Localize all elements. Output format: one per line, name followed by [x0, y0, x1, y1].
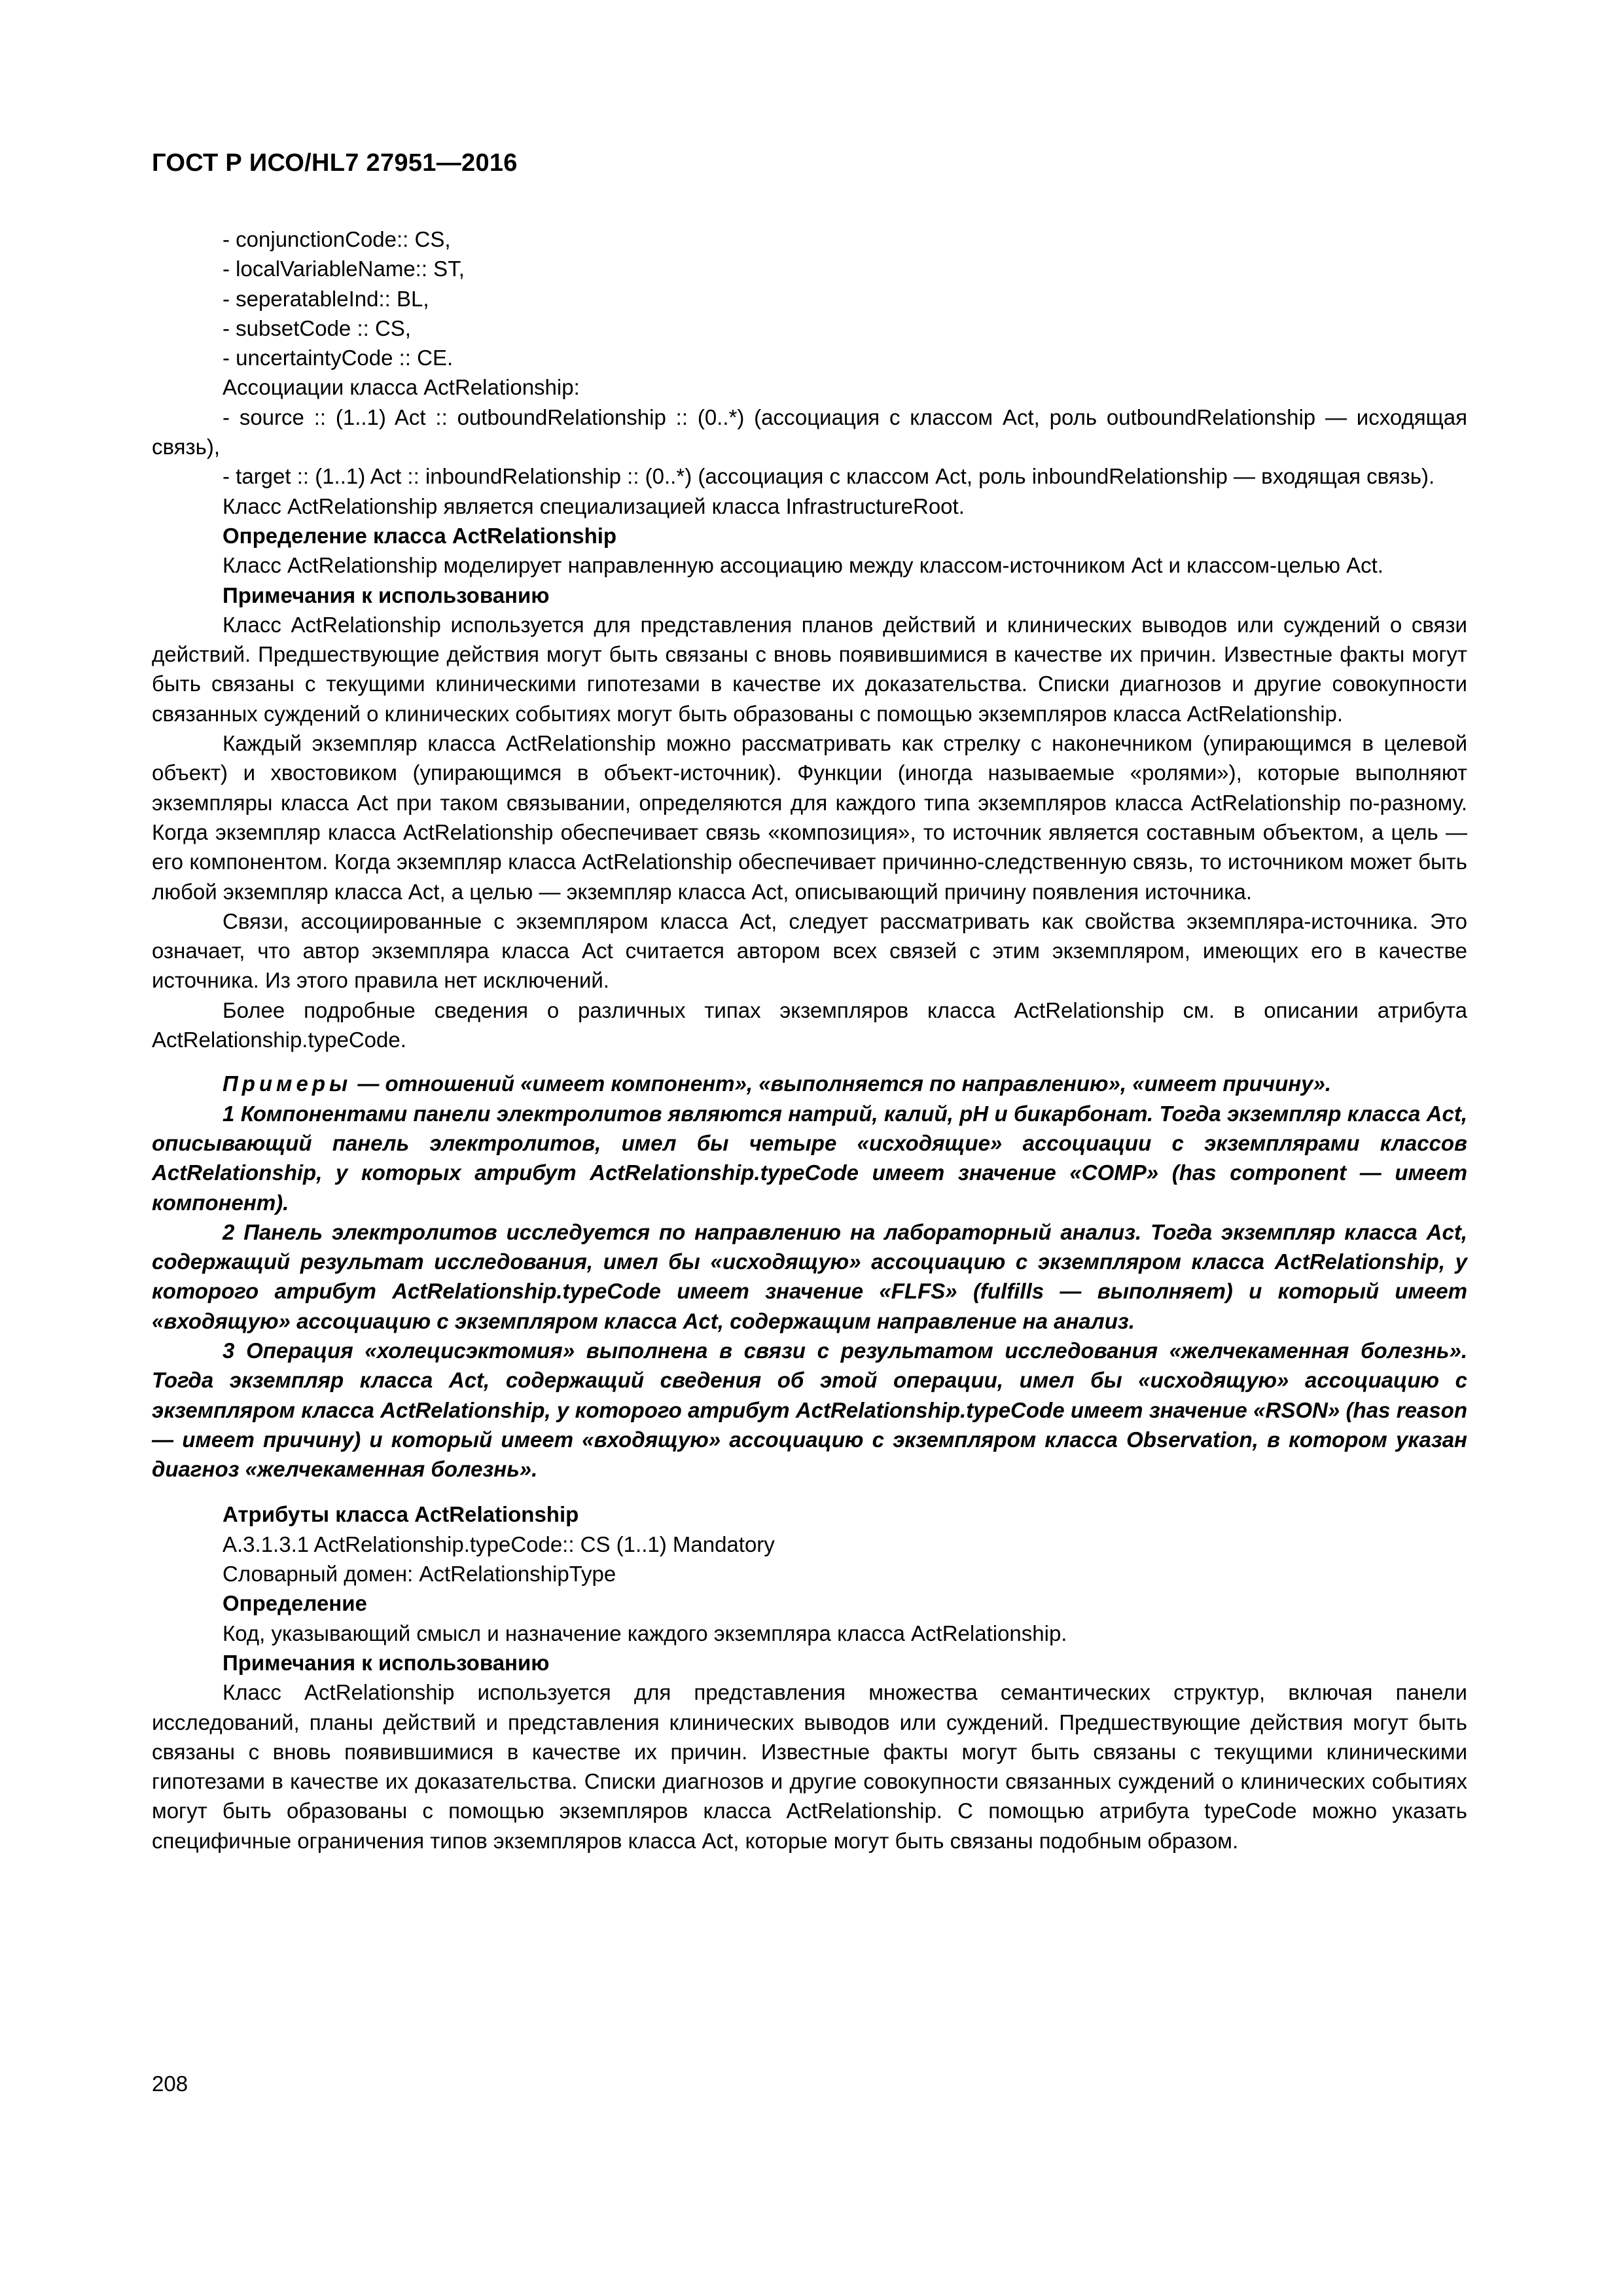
attribute-list-item: - subsetCode :: CS, — [223, 315, 411, 340]
attribute-list-item: - conjunctionCode:: CS, — [223, 227, 451, 251]
definition-text: Класс ActRelationship моделирует направленную ассоциацию между классом-источником Act и классом-целью Act. — [223, 553, 1383, 578]
example-item: 2 Панель электролитов исследуется по направлению на лабораторный анализ. Тогда экземпляр класса Act, содержащий результат исследования, имел бы «исходящую» ассоциацию с экземпляром класса ActRelationship, у которого атрибут ActRelationship.typeCode имеет значение «FLFS» (fulfills — выполняет) и который имеет «входящую» ассоциацию с экземпляром класса Act, содержащим направление на анализ. — [152, 1219, 1467, 1333]
attr-definition-heading: Определение — [223, 1591, 367, 1616]
class-attributes-heading: Атрибуты класса ActRelationship — [223, 1502, 579, 1527]
associations-heading: Ассоциации класса ActRelationship: — [223, 375, 580, 400]
examples-label: Примеры — [223, 1071, 352, 1096]
usage-notes-heading: Примечания к использованию — [223, 583, 550, 607]
definition-heading: Определение класса ActRelationship — [223, 523, 617, 548]
attr-usage-text: Класс ActRelationship используется для представления множества семантических структур, включая панели исследований, планы действий и представления клинических выводов или суждений. Предшествующие действия могут быть связаны с вновь появившимися в качестве их причин. Известные факты могут быть связаны с текущими клиническими гипотезами в качестве их доказательства. Списки диагнозов и другие совокупности связанных суждений о клинических событиях могут быть образованы с помощью экземпляров класса ActRelationship. С помощью атрибута typeCode можно указать специфичные ограничения типов экземпляров класса Act, которые могут быть связаны подобным образом. — [152, 1680, 1467, 1853]
example-item: 3 Операция «холецисэктомия» выполнена в связи с результатом исследования «желчекаменная болезнь». Тогда экземпляр класса Act, содержащий сведения об этой операции, имел бы «исходящую» ассоциацию с экземпляром класса ActRelationship, у которого атрибут ActRelationship.typeCode имеет значение «RSON» (has reason — имеет причину) и который имеет «входящую» ассоциацию с экземпляром класса Observation, в котором указан диагноз «желчекаменная болезнь». — [152, 1338, 1467, 1482]
examples-intro — [152, 1069, 1467, 1098]
document-body — [152, 224, 1467, 1856]
document-header: ГОСТ Р ИСО/HL7 27951—2016 — [152, 149, 518, 177]
usage-paragraph: Связи, ассоциированные с экземпляром класса Act, следует рассматривать как свойства экземпляра-источника. Это означает, что автор экземпляра класса Act считается автором всех связей с этим экземпляром, имеющих его в качестве источника. Из этого правила нет исключений. — [152, 908, 1467, 993]
attribute-list-item: - seperatableInd:: BL, — [223, 286, 429, 311]
attr-definition-text: Код, указывающий смысл и назначение каждого экземпляра класса ActRelationship. — [223, 1621, 1067, 1645]
examples-intro-text: — отношений «имеет компонент», «выполняется по направлению», «имеет причину». — [351, 1071, 1332, 1096]
association-target: - target :: (1..1) Act :: inboundRelationship :: (0..*) (ассоциация с классом Act, роль inboundRelationship — входящая связь). — [223, 464, 1435, 489]
attribute-list-item: - localVariableName:: ST, — [223, 257, 465, 281]
attr-usage-heading: Примечания к использованию — [223, 1650, 550, 1675]
attribute-list-item: - uncertaintyCode :: CE. — [223, 346, 454, 370]
page-number: 208 — [152, 2072, 188, 2096]
vocabulary-domain: Словарный домен: ActRelationshipType — [223, 1562, 616, 1587]
association-source: - source :: (1..1) Act :: outboundRelationship :: (0..*) (ассоциация с классом Act, роль outboundRelationship — исходящая связь), — [152, 404, 1467, 459]
attribute-id: A.3.1.3.1 ActRelationship.typeCode:: CS (1..1) Mandatory — [223, 1532, 775, 1556]
usage-paragraph: Класс ActRelationship используется для представления планов действий и клинических выводов или суждений о связи действий. Предшествующие действия могут быть связаны с вновь появившимися в качестве их причин. Известные факты могут быть связаны с текущими клиническими гипотезами в качестве их доказательства. Списки диагнозов и другие совокупности связанных суждений о клинических событиях могут быть образованы с помощью экземпляров класса ActRelationship. — [152, 612, 1467, 726]
usage-paragraph: Более подробные сведения о различных типах экземпляров класса ActRelationship см. в описании атрибута ActRelationship.typeCode. — [152, 997, 1467, 1052]
usage-paragraph: Каждый экземпляр класса ActRelationship можно рассматривать как стрелку с наконечником (упирающимся в целевой объект) и хвостовиком (упирающимся в объект-источник). Функции (иногда называемые «ролями»), которые выполняют экземпляры класса Act при таком связывании, определяются для каждого типа экземпляров класса ActRelationship по-разному. Когда экземпляр класса ActRelationship обеспечивает связь «композиция», то источник является составным объектом, а цель — его компонентом. Когда экземпляр класса ActRelationship обеспечивает причинно-следственную связь, то источником может быть любой экземпляр класса Act, а целью — экземпляр класса Act, описывающий причину появления источника. — [152, 731, 1467, 904]
example-item: 1 Компонентами панели электролитов являются натрий, калий, pH и бикарбонат. Тогда экземпляр класса Act, описывающий панель электролитов, имел бы четыре «исходящие» ассоциации с экземплярами классов ActRelationship, у которых атрибут ActRelationship.typeCode имеет значение «COMP» (has component — имеет компонент). — [152, 1101, 1467, 1215]
specialization-text: Класс ActRelationship является специализацией класса InfrastructureRoot. — [223, 493, 965, 518]
